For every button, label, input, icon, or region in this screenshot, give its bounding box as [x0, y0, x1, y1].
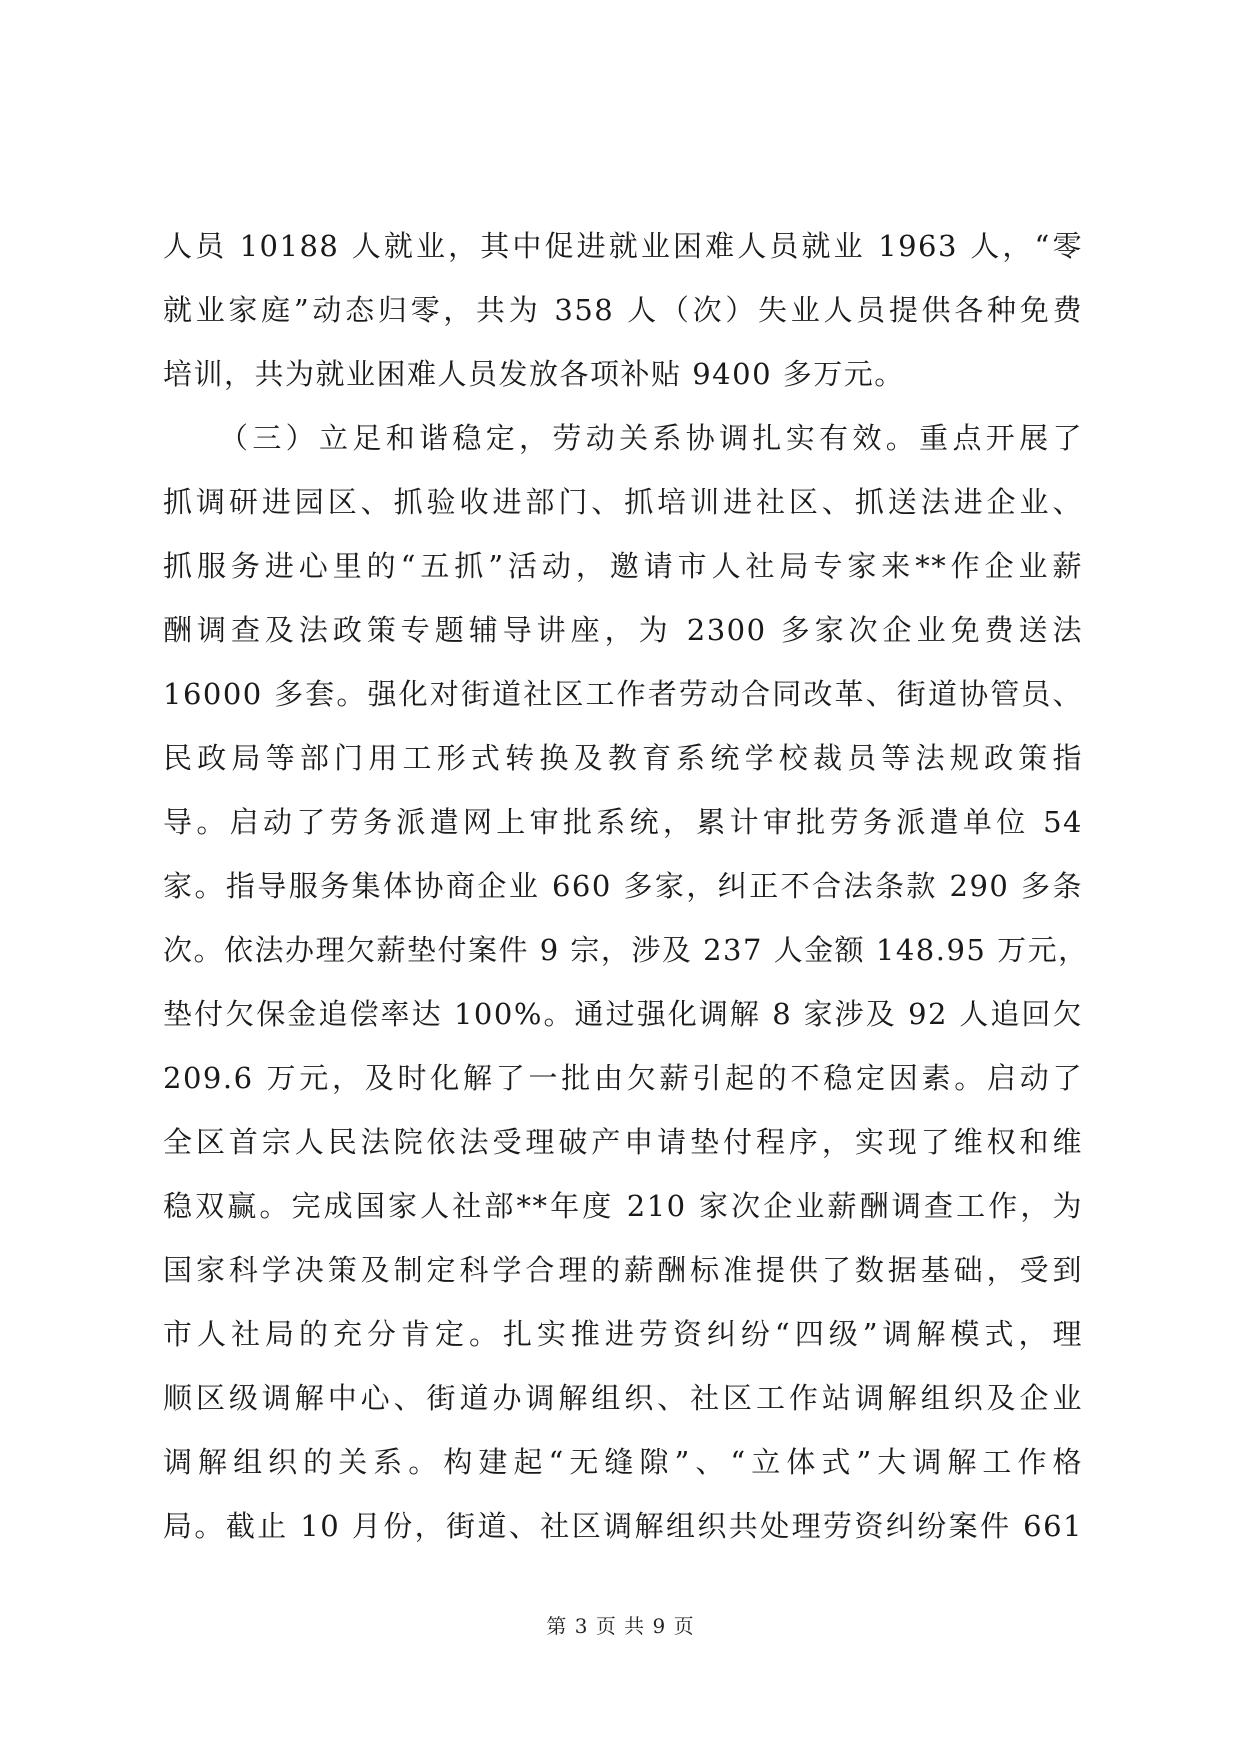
body-line-19: 顺区级调解中心、街道办调解组织、社区工作站调解组织及企业 — [163, 1381, 1083, 1415]
body-line-15: 全区首宗人民法院依法受理破产申请垫付程序，实现了维权和维 — [163, 1125, 1083, 1159]
section-heading-line: （三）立足和谐稳定，劳动关系协调扎实有效。重点开展了 — [219, 421, 1083, 455]
body-line-3: 培训，共为就业困难人员发放各项补贴 9400 多万元。 — [163, 357, 905, 391]
body-line-14: 209.6 万元，及时化解了一批由欠薪引起的不稳定因素。启动了 — [163, 1061, 1083, 1095]
body-line-13: 垫付欠保金追偿率达 100%。通过强化调解 8 家涉及 92 人追回欠 — [163, 997, 1083, 1031]
body-line-8: 16000 多套。强化对街道社区工作者劳动合同改革、街道协管员、 — [163, 677, 1083, 711]
body-line-11: 家。指导服务集体协商企业 660 多家，纠正不合法条款 290 多条 — [163, 869, 1083, 903]
body-line-18: 市人社局的充分肯定。扎实推进劳资纠纷“四级”调解模式，理 — [163, 1317, 1083, 1351]
body-line-7: 酬调查及法政策专题辅导讲座，为 2300 多家次企业免费送法 — [163, 613, 1083, 647]
body-line-17: 国家科学决策及制定科学合理的薪酬标准提供了数据基础，受到 — [163, 1253, 1083, 1287]
body-line-10: 导。启动了劳务派遣网上审批系统，累计审批劳务派遣单位 54 — [163, 805, 1083, 839]
body-line-6: 抓服务进心里的“五抓”活动，邀请市人社局专家来**作企业薪 — [163, 549, 1083, 583]
body-line-2: 就业家庭”动态归零，共为 358 人（次）失业人员提供各种免费 — [163, 293, 1083, 327]
body-line-21: 局。截止 10 月份，街道、社区调解组织共处理劳资纠纷案件 661 — [163, 1509, 1083, 1543]
page-number-footer: 第 3 页 共 9 页 — [546, 1614, 695, 1638]
body-line-16: 稳双赢。完成国家人社部**年度 210 家次企业薪酬调查工作，为 — [163, 1189, 1083, 1223]
body-line-1: 人员 10188 人就业，其中促进就业困难人员就业 1963 人，“零 — [163, 229, 1083, 263]
body-line-12: 次。依法办理欠薪垫付案件 9 宗，涉及 237 人金额 148.95 万元， — [163, 933, 1089, 967]
body-line-20: 调解组织的关系。构建起“无缝隙”、“立体式”大调解工作格 — [163, 1445, 1083, 1479]
body-line-9: 民政局等部门用工形式转换及教育系统学校裁员等法规政策指 — [163, 741, 1083, 775]
body-line-5: 抓调研进园区、抓验收进部门、抓培训进社区、抓送法进企业、 — [163, 485, 1083, 519]
